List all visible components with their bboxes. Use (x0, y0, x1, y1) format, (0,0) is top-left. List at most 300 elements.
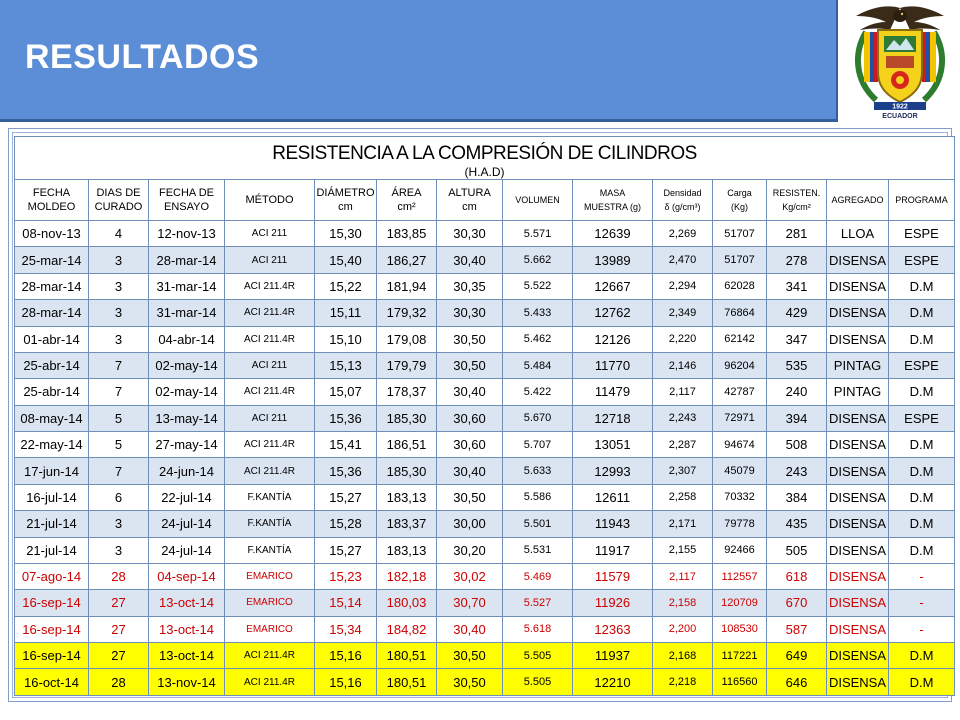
table-cell: 02-may-14 (149, 379, 225, 405)
column-header-line1: ALTURA (448, 187, 491, 199)
table-cell: ACI 211 (225, 352, 315, 378)
column-header-line2: cm (338, 201, 353, 213)
table-cell: 70332 (713, 484, 767, 510)
column-header (89, 180, 149, 221)
table-cell: ESPE (889, 221, 955, 247)
table-cell: 04-abr-14 (149, 326, 225, 352)
table-row (15, 405, 955, 431)
table-cell: 2,117 (653, 563, 713, 589)
table-cell: 15,16 (315, 669, 377, 696)
table-cell: 4 (89, 221, 149, 247)
table-cell: 6 (89, 484, 149, 510)
table-cell: 25-abr-14 (15, 352, 89, 378)
page-title: RESULTADOS (25, 38, 260, 76)
table-cell: ESPE (889, 247, 955, 273)
table-cell: 2,470 (653, 247, 713, 273)
table-cell: 13989 (573, 247, 653, 273)
emblem-year: 1922 (892, 103, 908, 111)
table-cell: DISENSA (827, 537, 889, 563)
table-cell: 508 (767, 432, 827, 458)
table-row (15, 300, 955, 326)
table-cell: 180,51 (377, 669, 437, 696)
table-row (15, 511, 955, 537)
column-header (315, 180, 377, 221)
table-cell: 15,41 (315, 432, 377, 458)
table-cell: 15,07 (315, 379, 377, 405)
table-cell: ACI 211.4R (225, 643, 315, 669)
table-cell: 5.586 (503, 484, 573, 510)
table-cell: 12126 (573, 326, 653, 352)
table-cell: 5.618 (503, 616, 573, 642)
table-cell: 31-mar-14 (149, 273, 225, 299)
column-header-line1: Carga (727, 188, 752, 198)
table-cell: 5.522 (503, 273, 573, 299)
table-cell: 22-may-14 (15, 432, 89, 458)
column-header-line2: cm (462, 201, 477, 213)
table-cell: 5 (89, 432, 149, 458)
table-cell: 30,40 (437, 616, 503, 642)
table-cell: 5.433 (503, 300, 573, 326)
table-row (15, 221, 955, 247)
table-cell: LLOA (827, 221, 889, 247)
table-cell: 587 (767, 616, 827, 642)
column-header (149, 180, 225, 221)
table-cell: 2,171 (653, 511, 713, 537)
table-cell: 3 (89, 326, 149, 352)
table-cell: 30,50 (437, 669, 503, 696)
table-cell: 22-jul-14 (149, 484, 225, 510)
table-cell: 2,158 (653, 590, 713, 616)
table-cell: F.KANTÍA (225, 511, 315, 537)
table-cell: 429 (767, 300, 827, 326)
table-cell: 11937 (573, 643, 653, 669)
table-cell: 08-nov-13 (15, 221, 89, 247)
table-cell: 5.707 (503, 432, 573, 458)
table-cell: 79778 (713, 511, 767, 537)
table-cell: 15,27 (315, 537, 377, 563)
table-cell: D.M (889, 273, 955, 299)
table-cell: D.M (889, 326, 955, 352)
table-cell: 5.670 (503, 405, 573, 431)
table-cell: 15,27 (315, 484, 377, 510)
table-cell: 394 (767, 405, 827, 431)
table-row (15, 669, 955, 696)
table-cell: - (889, 563, 955, 589)
table-cell: 5.505 (503, 643, 573, 669)
table-cell: 5.462 (503, 326, 573, 352)
table-cell: 5 (89, 405, 149, 431)
table-cell: 15,28 (315, 511, 377, 537)
table-cell: EMARICO (225, 590, 315, 616)
table-cell: ACI 211 (225, 247, 315, 273)
table-cell: 181,94 (377, 273, 437, 299)
table-cell: 112557 (713, 563, 767, 589)
table-cell: 13051 (573, 432, 653, 458)
table-cell: 30,50 (437, 326, 503, 352)
table-cell: D.M (889, 379, 955, 405)
table-cell: 12993 (573, 458, 653, 484)
table-cell: 27 (89, 590, 149, 616)
table-cell: EMARICO (225, 563, 315, 589)
table-cell: 505 (767, 537, 827, 563)
table-cell: 2,155 (653, 537, 713, 563)
table-cell: 180,51 (377, 643, 437, 669)
table-cell: 182,18 (377, 563, 437, 589)
table-cell: 31-mar-14 (149, 300, 225, 326)
table-cell: 15,10 (315, 326, 377, 352)
column-header-line2: δ (g/cm³) (664, 202, 701, 212)
table-cell: 5.484 (503, 352, 573, 378)
table-cell: 11770 (573, 352, 653, 378)
table-cell: 184,82 (377, 616, 437, 642)
table-cell: 3 (89, 247, 149, 273)
table-cell: 5.662 (503, 247, 573, 273)
table-cell: DISENSA (827, 326, 889, 352)
table-cell: 12363 (573, 616, 653, 642)
table-row (15, 247, 955, 273)
table-cell: 30,50 (437, 643, 503, 669)
table-cell: DISENSA (827, 484, 889, 510)
table-cell: 21-jul-14 (15, 537, 89, 563)
table-cell: 24-jul-14 (149, 537, 225, 563)
table-cell: 435 (767, 511, 827, 537)
column-header (377, 180, 437, 221)
table-cell: 116560 (713, 669, 767, 696)
table-cell: D.M (889, 432, 955, 458)
table-cell: 12718 (573, 405, 653, 431)
column-header (827, 180, 889, 221)
table-body (15, 221, 955, 696)
table-cell: 12-nov-13 (149, 221, 225, 247)
table-cell: 12762 (573, 300, 653, 326)
table-cell: ESPE (889, 352, 955, 378)
table-cell: 30,70 (437, 590, 503, 616)
table-cell: 15,14 (315, 590, 377, 616)
table-cell: 108530 (713, 616, 767, 642)
table-cell: 45079 (713, 458, 767, 484)
table-cell: 12667 (573, 273, 653, 299)
table-cell: ACI 211.4R (225, 669, 315, 696)
table-cell: 72971 (713, 405, 767, 431)
table-cell: 2,243 (653, 405, 713, 431)
table-cell: 30,30 (437, 300, 503, 326)
table-cell: ACI 211.4R (225, 300, 315, 326)
table-row (15, 537, 955, 563)
table-cell: 13-oct-14 (149, 643, 225, 669)
table-cell: 7 (89, 379, 149, 405)
table-cell: 16-sep-14 (15, 590, 89, 616)
table-cell: 535 (767, 352, 827, 378)
column-header-line1: ÁREA (391, 187, 422, 199)
table-cell: 16-jul-14 (15, 484, 89, 510)
table-cell: DISENSA (827, 511, 889, 537)
table-cell: 5.571 (503, 221, 573, 247)
results-table (14, 136, 955, 696)
table-cell: 27 (89, 643, 149, 669)
table-cell: ACI 211.4R (225, 379, 315, 405)
table-row (15, 563, 955, 589)
table-cell: 347 (767, 326, 827, 352)
table-cell: 16-sep-14 (15, 643, 89, 669)
column-header-line2: cm² (397, 201, 416, 213)
column-header (573, 180, 653, 221)
table-cell: 5.531 (503, 537, 573, 563)
table-cell: 13-oct-14 (149, 590, 225, 616)
table-cell: 92466 (713, 537, 767, 563)
table-cell: 5.501 (503, 511, 573, 537)
table-cell: 51707 (713, 221, 767, 247)
table-cell: 30,50 (437, 484, 503, 510)
title-banner (0, 0, 838, 122)
table-cell: DISENSA (827, 590, 889, 616)
table-cell: 341 (767, 273, 827, 299)
table-cell: 186,51 (377, 432, 437, 458)
table-cell: 2,307 (653, 458, 713, 484)
column-header-row (15, 180, 955, 221)
table-cell: 30,02 (437, 563, 503, 589)
table-cell: 62142 (713, 326, 767, 352)
column-header (437, 180, 503, 221)
table-cell: 07-ago-14 (15, 563, 89, 589)
table-cell: D.M (889, 511, 955, 537)
column-header (503, 180, 573, 221)
table-row (15, 484, 955, 510)
table-cell: DISENSA (827, 273, 889, 299)
table-title-cell (15, 137, 955, 180)
table-cell: 179,79 (377, 352, 437, 378)
table-cell: 11479 (573, 379, 653, 405)
table-title: RESISTENCIA A LA COMPRESIÓN DE CILINDROS (272, 143, 697, 164)
table-cell: 646 (767, 669, 827, 696)
table-cell: 30,40 (437, 458, 503, 484)
table-cell: PINTAG (827, 352, 889, 378)
table-cell: 11917 (573, 537, 653, 563)
column-header-line2: MUESTRA (g) (583, 202, 641, 212)
table-cell: 13-nov-14 (149, 669, 225, 696)
table-row (15, 326, 955, 352)
table-cell: ACI 211 (225, 221, 315, 247)
column-header-line1: MASA (599, 188, 626, 198)
table-cell: 04-sep-14 (149, 563, 225, 589)
table-cell: 179,08 (377, 326, 437, 352)
table-cell: DISENSA (827, 669, 889, 696)
column-header-line2: Kg/cm² (782, 202, 811, 212)
table-cell: ACI 211 (225, 405, 315, 431)
table-cell: 13-may-14 (149, 405, 225, 431)
table-cell: 2,168 (653, 643, 713, 669)
table-cell: 5.422 (503, 379, 573, 405)
table-cell: DISENSA (827, 432, 889, 458)
table-row (15, 273, 955, 299)
table-cell: D.M (889, 669, 955, 696)
table-cell: 11926 (573, 590, 653, 616)
table-row (15, 458, 955, 484)
table-cell: 30,20 (437, 537, 503, 563)
table-row (15, 432, 955, 458)
table-row (15, 590, 955, 616)
table-cell: 28 (89, 669, 149, 696)
table-cell: DISENSA (827, 300, 889, 326)
table-cell: 02-may-14 (149, 352, 225, 378)
table-cell: 27 (89, 616, 149, 642)
column-header (653, 180, 713, 221)
table-cell: 15,11 (315, 300, 377, 326)
table-cell: 186,27 (377, 247, 437, 273)
emblem-panel (840, 0, 960, 122)
table-cell: 120709 (713, 590, 767, 616)
table-cell: 243 (767, 458, 827, 484)
table-cell: DISENSA (827, 458, 889, 484)
table-cell: 62028 (713, 273, 767, 299)
table-cell: 183,13 (377, 484, 437, 510)
table-cell: 12210 (573, 669, 653, 696)
coat-of-arms-logo (846, 2, 954, 120)
table-cell: 618 (767, 563, 827, 589)
table-cell: 94674 (713, 432, 767, 458)
column-header-line1: FECHA (32, 187, 71, 199)
table-row (15, 643, 955, 669)
table-cell: 16-sep-14 (15, 616, 89, 642)
table-cell: - (889, 590, 955, 616)
table-cell: 30,60 (437, 405, 503, 431)
table-cell: 3 (89, 537, 149, 563)
table-cell: 278 (767, 247, 827, 273)
table-cell: 51707 (713, 247, 767, 273)
table-cell: 5.633 (503, 458, 573, 484)
table-cell: 178,37 (377, 379, 437, 405)
table-cell: ACI 211.4R (225, 458, 315, 484)
table-cell: 3 (89, 300, 149, 326)
table-cell: DISENSA (827, 405, 889, 431)
table-cell: 76864 (713, 300, 767, 326)
column-header-line1: Densidad (663, 188, 702, 198)
table-cell: 2,200 (653, 616, 713, 642)
table-cell: 24-jun-14 (149, 458, 225, 484)
table-cell: 7 (89, 352, 149, 378)
table-cell: 2,287 (653, 432, 713, 458)
column-header-line1: PROGRAMA (895, 195, 948, 205)
table-cell: ACI 211.4R (225, 432, 315, 458)
table-cell: 2,117 (653, 379, 713, 405)
table-cell: D.M (889, 458, 955, 484)
table-cell: DISENSA (827, 247, 889, 273)
column-header-line2: ENSAYO (163, 201, 210, 213)
table-cell: DISENSA (827, 643, 889, 669)
table-cell: 11943 (573, 511, 653, 537)
table-row (15, 379, 955, 405)
table-cell: 21-jul-14 (15, 511, 89, 537)
table-cell: 30,60 (437, 432, 503, 458)
table-cell: 2,258 (653, 484, 713, 510)
table-cell: 08-may-14 (15, 405, 89, 431)
table-cell: 2,294 (653, 273, 713, 299)
column-header-line1: RESISTEN. (772, 188, 821, 198)
table-cell: 30,40 (437, 247, 503, 273)
column-header-line2: CURADO (94, 201, 143, 213)
column-header (889, 180, 955, 221)
table-cell: 2,349 (653, 300, 713, 326)
table-cell: 2,220 (653, 326, 713, 352)
table-cell: 183,13 (377, 537, 437, 563)
table-cell: DISENSA (827, 616, 889, 642)
table-cell: 185,30 (377, 405, 437, 431)
table-cell: 01-abr-14 (15, 326, 89, 352)
table-cell: 240 (767, 379, 827, 405)
table-cell: D.M (889, 300, 955, 326)
table-cell: D.M (889, 484, 955, 510)
table-cell: 3 (89, 511, 149, 537)
column-header-line2: MOLDEO (27, 201, 76, 213)
table-cell: D.M (889, 643, 955, 669)
column-header-line1: AGREGADO (831, 195, 884, 205)
column-header (15, 180, 89, 221)
table-cell: 16-oct-14 (15, 669, 89, 696)
table-cell: 13-oct-14 (149, 616, 225, 642)
table-row (15, 616, 955, 642)
emblem-country: ECUADOR (882, 113, 918, 120)
table-cell: 12611 (573, 484, 653, 510)
table-cell: 5.505 (503, 669, 573, 696)
table-cell: 28-mar-14 (15, 273, 89, 299)
table-cell: 15,40 (315, 247, 377, 273)
table-cell: 96204 (713, 352, 767, 378)
table-cell: 15,23 (315, 563, 377, 589)
table-cell: 5.527 (503, 590, 573, 616)
table-cell: 24-jul-14 (149, 511, 225, 537)
table-cell: 15,13 (315, 352, 377, 378)
column-header-line2: (Kg) (730, 202, 748, 212)
column-header (713, 180, 767, 221)
table-cell: F.KANTÍA (225, 484, 315, 510)
table-cell: 183,85 (377, 221, 437, 247)
table-cell: 28 (89, 563, 149, 589)
table-cell: 15,36 (315, 405, 377, 431)
table-cell: DISENSA (827, 563, 889, 589)
table-cell: 183,37 (377, 511, 437, 537)
table-subtitle: (H.A.D) (464, 165, 505, 179)
table-cell: 5.469 (503, 563, 573, 589)
table-cell: 670 (767, 590, 827, 616)
column-header-line1: DIAS DE (96, 187, 141, 199)
table-cell: 42787 (713, 379, 767, 405)
table-row (15, 352, 955, 378)
table-cell: 30,50 (437, 352, 503, 378)
table-cell: F.KANTÍA (225, 537, 315, 563)
table-cell: EMARICO (225, 616, 315, 642)
column-header-line1: MÉTODO (245, 194, 294, 206)
table-cell: 12639 (573, 221, 653, 247)
table-cell: 17-jun-14 (15, 458, 89, 484)
table-cell: ACI 211.4R (225, 273, 315, 299)
table-cell: 117221 (713, 643, 767, 669)
table-cell: 281 (767, 221, 827, 247)
column-header (767, 180, 827, 221)
table-cell: 15,16 (315, 643, 377, 669)
table-cell: 15,30 (315, 221, 377, 247)
table-cell: 2,269 (653, 221, 713, 247)
table-cell: 15,34 (315, 616, 377, 642)
table-cell: D.M (889, 537, 955, 563)
table-cell: 30,30 (437, 221, 503, 247)
table-cell: 25-abr-14 (15, 379, 89, 405)
table-cell: 7 (89, 458, 149, 484)
table-cell: 179,32 (377, 300, 437, 326)
table-cell: 30,35 (437, 273, 503, 299)
table-cell: 384 (767, 484, 827, 510)
column-header (225, 180, 315, 221)
table-cell: ESPE (889, 405, 955, 431)
table-cell: 15,36 (315, 458, 377, 484)
